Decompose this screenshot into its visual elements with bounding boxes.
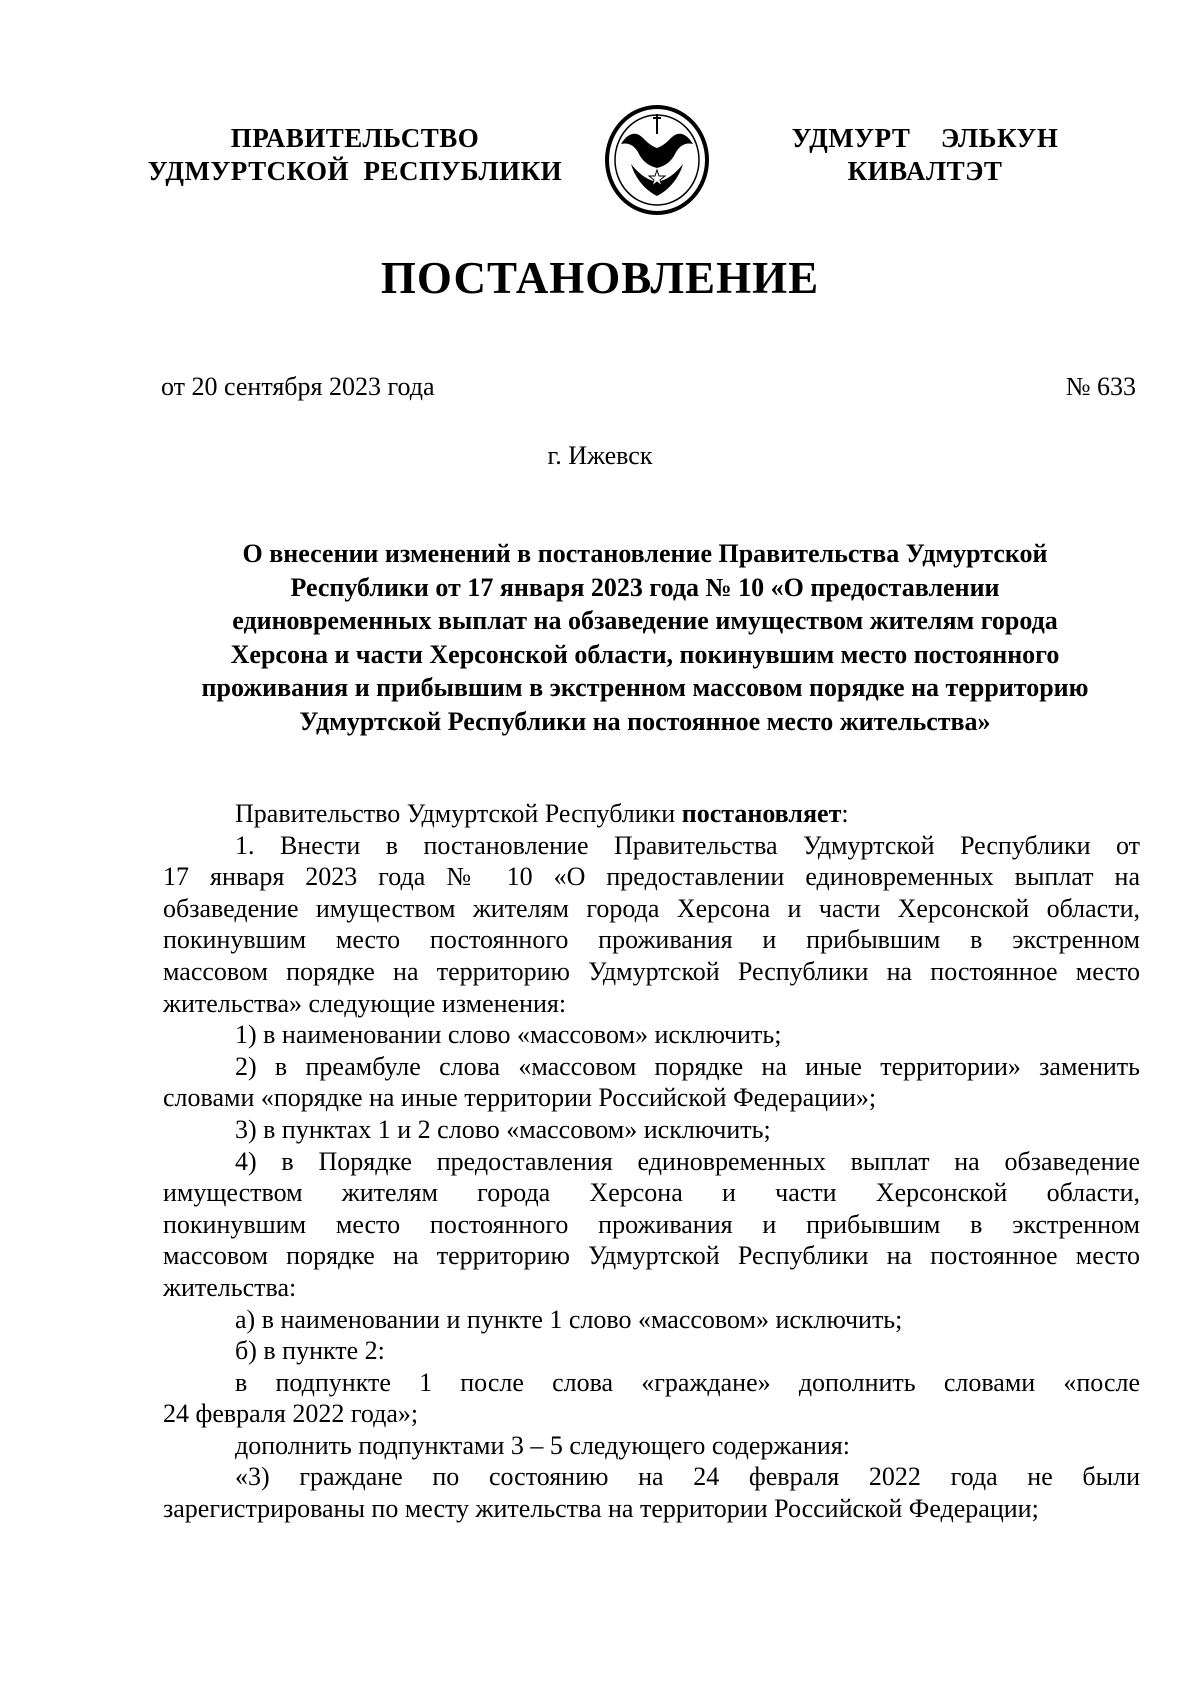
body-line: имуществом жителям города Херсона и части Херсонской области, xyxy=(163,1178,1140,1208)
preamble-bold: постановляет xyxy=(681,799,842,828)
body-line: б) в пункте 2: xyxy=(235,1336,385,1366)
subject-line: проживания и прибывшим в экстренном массовом порядке на территорию xyxy=(201,673,1089,702)
preamble-tail: : xyxy=(841,799,849,828)
header-left-line-1: ПРАВИТЕЛЬСТВО xyxy=(230,123,480,153)
body-line: обзаведение имуществом жителям города Херсона и части Херсонской области, xyxy=(163,893,1140,923)
preamble-text: Правительство Удмуртской Республики xyxy=(235,799,682,828)
body-line: 24 февраля 2022 года»; xyxy=(163,1399,419,1429)
body-line: «3) граждане по состоянию на 24 февраля 2022 года не были xyxy=(235,1462,1140,1492)
body-line: словами «порядке на иные территории Российской Федерации»; xyxy=(163,1083,877,1113)
subject-line: единовременных выплат на обзаведение имуществом жителям города xyxy=(232,606,1058,635)
document-subject xyxy=(150,537,1140,738)
preamble-line xyxy=(163,798,1140,830)
body-line: дополнить подпунктами 3 – 5 следующего содержания: xyxy=(235,1430,850,1460)
document-date: от 20 сентября 2023 года xyxy=(161,372,435,401)
body-line: жительства» следующие изменения: xyxy=(163,988,567,1018)
body-line: покинувшим место постоянного проживания и прибывшим в экстренном xyxy=(163,925,1140,955)
body-line: 3) в пунктах 1 и 2 слово «массовом» исключить; xyxy=(235,1114,771,1144)
body-line: 1. Внести в постановление Правительства Удмуртской Республики от xyxy=(235,830,1140,860)
body-line: 1) в наименовании слово «массовом» исключить; xyxy=(235,1020,782,1050)
body-line: 2) в преамбуле слова «массовом порядке на иные территории» заменить xyxy=(235,1051,1140,1081)
document-title: ПОСТАНОВЛЕНИЕ xyxy=(380,253,820,303)
header-left xyxy=(130,122,580,188)
header-right-line-1: УДМУРТ ЭЛЬКУН xyxy=(791,123,1059,153)
document-number: № 633 xyxy=(1065,372,1136,401)
subject-line: Удмуртской Республики на постоянное место жительства» xyxy=(299,706,991,736)
body-line: покинувшим место постоянного проживания и прибывшим в экстренном xyxy=(163,1209,1140,1239)
body-line: зарегистрированы по месту жительства на территории Российской Федерации; xyxy=(163,1494,1039,1524)
body-line: в подпункте 1 после слова «граждане» дополнить словами «после xyxy=(235,1367,1140,1397)
document-body xyxy=(163,798,1140,1525)
header-right-line-2: КИВАЛТЭТ xyxy=(847,156,1003,186)
header-left-line-2: УДМУРТСКОЙ РЕСПУБЛИКИ xyxy=(147,156,563,186)
subject-line: О внесении изменений в постановление Правительства Удмуртской xyxy=(242,539,1048,568)
body-line: жительства: xyxy=(163,1272,297,1302)
subject-line: Херсона и части Херсонской области, покинувшим место постоянного xyxy=(230,639,1060,669)
udmurt-coat-of-arms-icon xyxy=(601,104,713,216)
body-line: 4) в Порядке предоставления единовременных выплат на обзаведение xyxy=(235,1146,1140,1176)
subject-line: Республики от 17 января 2023 года № 10 «О предоставлении xyxy=(290,572,1000,602)
header-right xyxy=(730,122,1120,188)
body-line: 17 января 2023 года № 10 «О предоставлении единовременных выплат на xyxy=(163,862,1140,892)
body-line: а) в наименовании и пункте 1 слово «массовом» исключить; xyxy=(235,1304,903,1334)
document-city: г. Ижевск xyxy=(547,441,653,470)
body-line: массовом порядке на территорию Удмуртской Республики на постоянное место xyxy=(163,956,1140,986)
body-line: массовом порядке на территорию Удмуртской Республики на постоянное место xyxy=(163,1241,1140,1271)
